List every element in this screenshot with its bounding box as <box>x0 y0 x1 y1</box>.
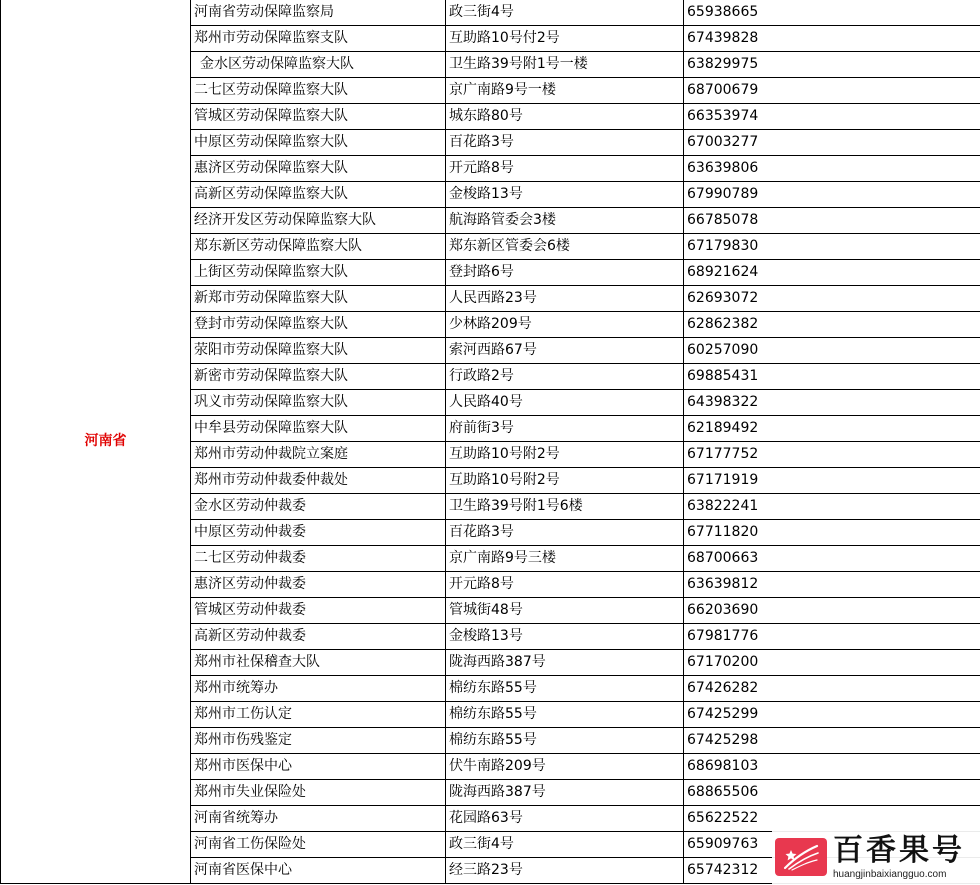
phone-cell: 66203690 <box>684 598 980 624</box>
address-cell: 管城街48号 <box>446 598 684 624</box>
office-name-cell: 河南省劳动保障监察局 <box>191 0 446 26</box>
contact-table-body <box>1 0 980 884</box>
address-cell: 索河西路67号 <box>446 338 684 364</box>
address-cell: 经三路23号 <box>446 858 684 884</box>
office-name-cell: 中原区劳动仲裁委 <box>191 520 446 546</box>
phone-cell: 65622522 <box>684 806 980 832</box>
office-name-cell: 金水区劳动保障监察大队 <box>191 52 446 78</box>
address-cell: 人民路40号 <box>446 390 684 416</box>
phone-cell: 63639806 <box>684 156 980 182</box>
office-name-cell: 二七区劳动仲裁委 <box>191 546 446 572</box>
office-name-cell: 郑州市医保中心 <box>191 754 446 780</box>
office-name-cell: 新密市劳动保障监察大队 <box>191 364 446 390</box>
office-name-cell: 郑州市伤残鉴定 <box>191 728 446 754</box>
phone-cell: 67425298 <box>684 728 980 754</box>
office-name-cell: 登封市劳动保障监察大队 <box>191 312 446 338</box>
phone-cell: 63829975 <box>684 52 980 78</box>
address-cell: 百花路3号 <box>446 130 684 156</box>
phone-cell: 68700679 <box>684 78 980 104</box>
office-name-cell: 高新区劳动保障监察大队 <box>191 182 446 208</box>
phone-cell: 66785078 <box>684 208 980 234</box>
address-cell: 陇海西路387号 <box>446 650 684 676</box>
watermark-brand: 百香果号 <box>833 832 965 868</box>
address-cell: 政三街4号 <box>446 0 684 26</box>
office-name-cell: 郑东新区劳动保障监察大队 <box>191 234 446 260</box>
address-cell: 郑东新区管委会6楼 <box>446 234 684 260</box>
phone-cell: 65938665 <box>684 0 980 26</box>
table-row <box>1 0 980 26</box>
office-name-cell: 高新区劳动仲裁委 <box>191 624 446 650</box>
phone-cell: 63639812 <box>684 572 980 598</box>
office-name-cell: 经济开发区劳动保障监察大队 <box>191 208 446 234</box>
phone-cell: 68698103 <box>684 754 980 780</box>
phone-cell: 63822241 <box>684 494 980 520</box>
office-name-cell: 巩义市劳动保障监察大队 <box>191 390 446 416</box>
address-cell: 棉纺东路55号 <box>446 702 684 728</box>
address-cell: 京广南路9号三楼 <box>446 546 684 572</box>
address-cell: 开元路8号 <box>446 572 684 598</box>
phone-cell: 67711820 <box>684 520 980 546</box>
address-cell: 互助路10号附2号 <box>446 468 684 494</box>
address-cell: 花园路63号 <box>446 806 684 832</box>
address-cell: 政三街4号 <box>446 832 684 858</box>
phone-cell: 67177752 <box>684 442 980 468</box>
address-cell: 棉纺东路55号 <box>446 728 684 754</box>
phone-cell: 62693072 <box>684 286 980 312</box>
office-name-cell: 金水区劳动仲裁委 <box>191 494 446 520</box>
office-name-cell: 管城区劳动保障监察大队 <box>191 104 446 130</box>
phone-cell: 66353974 <box>684 104 980 130</box>
office-name-cell: 二七区劳动保障监察大队 <box>191 78 446 104</box>
phone-cell: 65742312 <box>684 858 980 884</box>
office-name-cell: 郑州市统筹办 <box>191 676 446 702</box>
office-name-cell: 管城区劳动仲裁委 <box>191 598 446 624</box>
watermark <box>772 829 980 885</box>
office-name-cell: 河南省医保中心 <box>191 858 446 884</box>
office-name-cell: 郑州市工伤认定 <box>191 702 446 728</box>
office-name-cell: 中原区劳动保障监察大队 <box>191 130 446 156</box>
office-name-cell: 荥阳市劳动保障监察大队 <box>191 338 446 364</box>
address-cell: 百花路3号 <box>446 520 684 546</box>
phone-cell: 67990789 <box>684 182 980 208</box>
address-cell: 航海路管委会3楼 <box>446 208 684 234</box>
address-cell: 京广南路9号一楼 <box>446 78 684 104</box>
address-cell: 陇海西路387号 <box>446 780 684 806</box>
office-name-cell: 郑州市社保稽查大队 <box>191 650 446 676</box>
office-name-cell: 河南省工伤保险处 <box>191 832 446 858</box>
phone-cell: 68921624 <box>684 260 980 286</box>
office-name-cell: 新郑市劳动保障监察大队 <box>191 286 446 312</box>
phone-cell: 62862382 <box>684 312 980 338</box>
phone-cell: 64398322 <box>684 390 980 416</box>
address-cell: 城东路80号 <box>446 104 684 130</box>
address-cell: 开元路8号 <box>446 156 684 182</box>
phone-cell: 60257090 <box>684 338 980 364</box>
watermark-domain: huangjinbaixiangguo.com <box>833 868 947 880</box>
phone-cell: 67170200 <box>684 650 980 676</box>
address-cell: 金梭路13号 <box>446 182 684 208</box>
phone-cell: 67425299 <box>684 702 980 728</box>
office-name-cell: 郑州市劳动仲裁委仲裁处 <box>191 468 446 494</box>
address-cell: 卫生路39号附1号6楼 <box>446 494 684 520</box>
province-cell: 河南省 <box>1 0 191 884</box>
office-name-cell: 郑州市劳动仲裁院立案庭 <box>191 442 446 468</box>
office-name-cell: 惠济区劳动保障监察大队 <box>191 156 446 182</box>
address-cell: 行政路2号 <box>446 364 684 390</box>
watermark-text <box>833 834 965 881</box>
address-cell: 棉纺东路55号 <box>446 676 684 702</box>
address-cell: 人民西路23号 <box>446 286 684 312</box>
address-cell: 互助路10号附2号 <box>446 442 684 468</box>
phone-cell: 68700663 <box>684 546 980 572</box>
passion-fruit-logo-icon <box>775 838 827 876</box>
phone-cell: 65909763 <box>684 832 980 858</box>
address-cell: 互助路10号付2号 <box>446 26 684 52</box>
office-name-cell: 惠济区劳动仲裁委 <box>191 572 446 598</box>
office-name-cell: 中牟县劳动保障监察大队 <box>191 416 446 442</box>
phone-cell: 67426282 <box>684 676 980 702</box>
phone-cell: 69885431 <box>684 364 980 390</box>
phone-cell: 67179830 <box>684 234 980 260</box>
phone-cell: 68865506 <box>684 780 980 806</box>
address-cell: 府前街3号 <box>446 416 684 442</box>
phone-cell: 67003277 <box>684 130 980 156</box>
office-name-cell: 郑州市劳动保障监察支队 <box>191 26 446 52</box>
address-cell: 少林路209号 <box>446 312 684 338</box>
office-name-cell: 上街区劳动保障监察大队 <box>191 260 446 286</box>
office-name-cell: 郑州市失业保险处 <box>191 780 446 806</box>
address-cell: 金梭路13号 <box>446 624 684 650</box>
office-name-cell: 河南省统筹办 <box>191 806 446 832</box>
phone-cell: 67171919 <box>684 468 980 494</box>
phone-cell: 62189492 <box>684 416 980 442</box>
address-cell: 登封路6号 <box>446 260 684 286</box>
phone-cell: 67439828 <box>684 26 980 52</box>
address-cell: 卫生路39号附1号一楼 <box>446 52 684 78</box>
address-cell: 伏牛南路209号 <box>446 754 684 780</box>
phone-cell: 67981776 <box>684 624 980 650</box>
